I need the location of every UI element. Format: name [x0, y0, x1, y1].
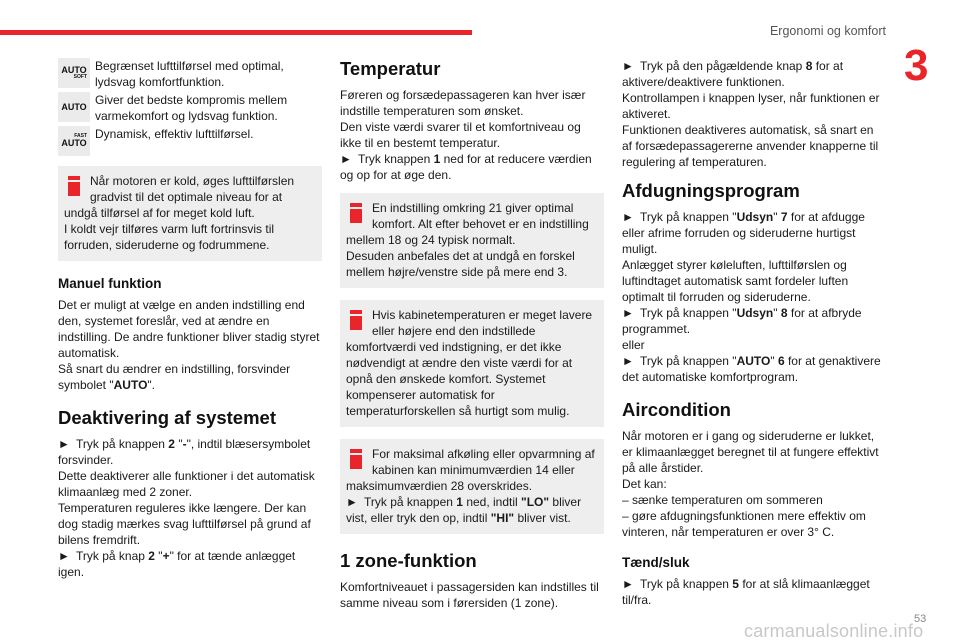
column-3: [622, 58, 886, 608]
step: ► Tryk på knappen 1 ned, indtil "LO" bliver vist, eller tryk den op, indtil "HI" bliver vist.: [346, 495, 582, 525]
paragraph: Det kan:: [622, 477, 667, 491]
section-heading: Aircondition: [622, 399, 731, 420]
step: ► Tryk på knappen "Udsyn" 7 for at afdugge eller afrime forruden og sideruderne hurtigst muligt.: [622, 210, 865, 256]
paragraph: Den viste værdi svarer til et komfortniveau og ikke til en bestemt temperatur.: [340, 120, 581, 150]
paragraph: Så snart du ændrer en indstilling, forsvinder symbolet "AUTO".: [58, 362, 291, 392]
note-text: En indstilling omkring 21 giver optimal komfort. Alt efter behovet er en indstilling: [372, 201, 589, 231]
section-heading: 1 zone-funktion: [340, 550, 477, 571]
arrow-icon: ►: [340, 152, 352, 166]
column-2: [340, 58, 604, 611]
mode-description: Giver det bedste kompromis mellem varmekomfort og lydsvag funktion.: [95, 93, 288, 123]
note-text: Hvis kabinetemperaturen er meget lavere eller højere end den indstillede: [372, 308, 593, 338]
mode-description: Begrænset lufttilførsel med optimal, lydsvag komfortfunktion.: [95, 59, 284, 89]
list-item: – sænke temperaturen om sommeren: [622, 493, 823, 507]
arrow-icon: ►: [346, 495, 358, 509]
list-item: – gøre afdugningsfunktionen mere effektiv om vinteren, når temperaturen er over 3° C.: [622, 509, 866, 539]
note-text: undgå tilførsel af for meget kold luft. I koldt vejr tilføres varm luft fortrinsvis til forruden, sideruderne og fodrummene.: [64, 206, 275, 252]
info-note: [340, 193, 604, 288]
paragraph: Funktionen deaktiveres automatisk, så snart en af forsædepassagererne anvender knapperne til regulering af temperaturen.: [622, 123, 879, 169]
auto-fast-icon: FAST AUTO: [58, 126, 90, 156]
page-number: 53: [914, 613, 927, 625]
arrow-icon: ►: [622, 59, 634, 73]
watermark: carmanualsonline.info: [744, 621, 924, 640]
step: ► Tryk på knappen "AUTO" 6 for at genaktivere det automatiske komfortprogram.: [622, 354, 881, 384]
info-note: [58, 166, 322, 261]
section-heading: Afdugningsprogram: [622, 180, 800, 201]
arrow-icon: ►: [622, 354, 634, 368]
note-text: Når motoren er kold, øges lufttilførslen gradvist til det optimale niveau for at: [90, 174, 295, 204]
step: ► Tryk på knap 2 "+" for at tænde anlægget igen.: [58, 549, 296, 579]
arrow-icon: ►: [58, 549, 70, 563]
step: ► Tryk på knappen "Udsyn" 8 for at afbryde programmet.: [622, 306, 862, 336]
auto-soft-icon: AUTO SOFT: [58, 58, 90, 88]
mode-auto: [58, 92, 322, 124]
chapter-number: 3: [904, 41, 929, 90]
arrow-icon: ►: [622, 577, 634, 591]
header-accent-bar: [0, 30, 472, 35]
section-heading: Tænd/sluk: [622, 555, 690, 570]
step: ► Tryk knappen 1 ned for at reducere værdien og op for at øge den.: [340, 152, 592, 182]
note-text: komfortværdi ved indstigning, er det ikke nødvendigt at ændre den viste værdi for at opnå den ønskede komfort. Systemet kompenserer automatisk for temperaturforskellen så hurtigt som mulig.: [346, 340, 573, 418]
mode-description: Dynamisk, effektiv lufttilførsel.: [95, 127, 254, 141]
paragraph: Kontrollampen i knappen lyser, når funktionen er aktiveret.: [622, 91, 880, 121]
paragraph: Føreren og forsædepassageren kan hver især indstille temperaturen som ønsket.: [340, 88, 586, 118]
arrow-icon: ►: [622, 306, 634, 320]
paragraph: Det er muligt at vælge en anden indstilling end den, systemet foreslår, ved at ændre en indstilling. De andre funktioner bliver stadig styret automatisk.: [58, 298, 320, 360]
info-note: [340, 439, 604, 534]
section-heading: Deaktivering af systemet: [58, 407, 276, 428]
note-text: For maksimal afkøling eller opvarmning af kabinen kan minimumværdien 14 eller: [372, 447, 595, 477]
step: ► Tryk på den pågældende knap 8 for at aktivere/deaktivere funktionen.: [622, 59, 844, 89]
note-text: mellem 18 og 24 typisk normalt. Desuden anbefales det at undgå en forskel mellem højre/venstre side på mere end 3.: [346, 233, 575, 279]
chapter-title: Ergonomi og komfort: [769, 24, 886, 38]
step: ► Tryk på knappen 2 "-", indtil blæsersymbolet forsvinder.: [58, 437, 311, 467]
section-heading: Temperatur: [340, 58, 441, 79]
paragraph: Anlægget styrer køleluften, lufttilførslen og luftindtaget automatisk samt fordeler luften optimalt til forruden og sideruderne.: [622, 258, 849, 304]
info-icon: [350, 449, 362, 469]
mode-auto-fast: [58, 126, 322, 156]
mode-auto-soft: [58, 58, 322, 90]
paragraph: eller: [622, 338, 645, 352]
section-heading: Manuel funktion: [58, 276, 162, 291]
paragraph: Temperaturen reguleres ikke længere. Der kan dog stadig mærkes svag lufttilførsel på grund af bilens fremdrift.: [58, 501, 311, 547]
arrow-icon: ►: [58, 437, 70, 451]
auto-icon: AUTO: [58, 92, 90, 122]
paragraph: Komfortniveauet i passagersiden kan indstilles til samme niveau som i førersiden (1 zone).: [340, 580, 599, 610]
note-text: maksimumværdien 28 overskrides.: [346, 479, 533, 493]
arrow-icon: ►: [622, 210, 634, 224]
info-icon: [350, 310, 362, 330]
info-note: [340, 300, 604, 427]
column-1: [58, 58, 322, 580]
paragraph: Dette deaktiverer alle funktioner i det automatisk klimaanlæg med 2 zoner.: [58, 469, 315, 499]
paragraph: Når motoren er i gang og sideruderne er lukket, er klimaanlægget beregnet til at fungere effektivt på alle årstider.: [622, 429, 879, 475]
step: ► Tryk på knappen 5 for at slå klimaanlægget til/fra.: [622, 577, 870, 607]
info-icon: [350, 203, 362, 223]
info-icon: [68, 176, 80, 196]
